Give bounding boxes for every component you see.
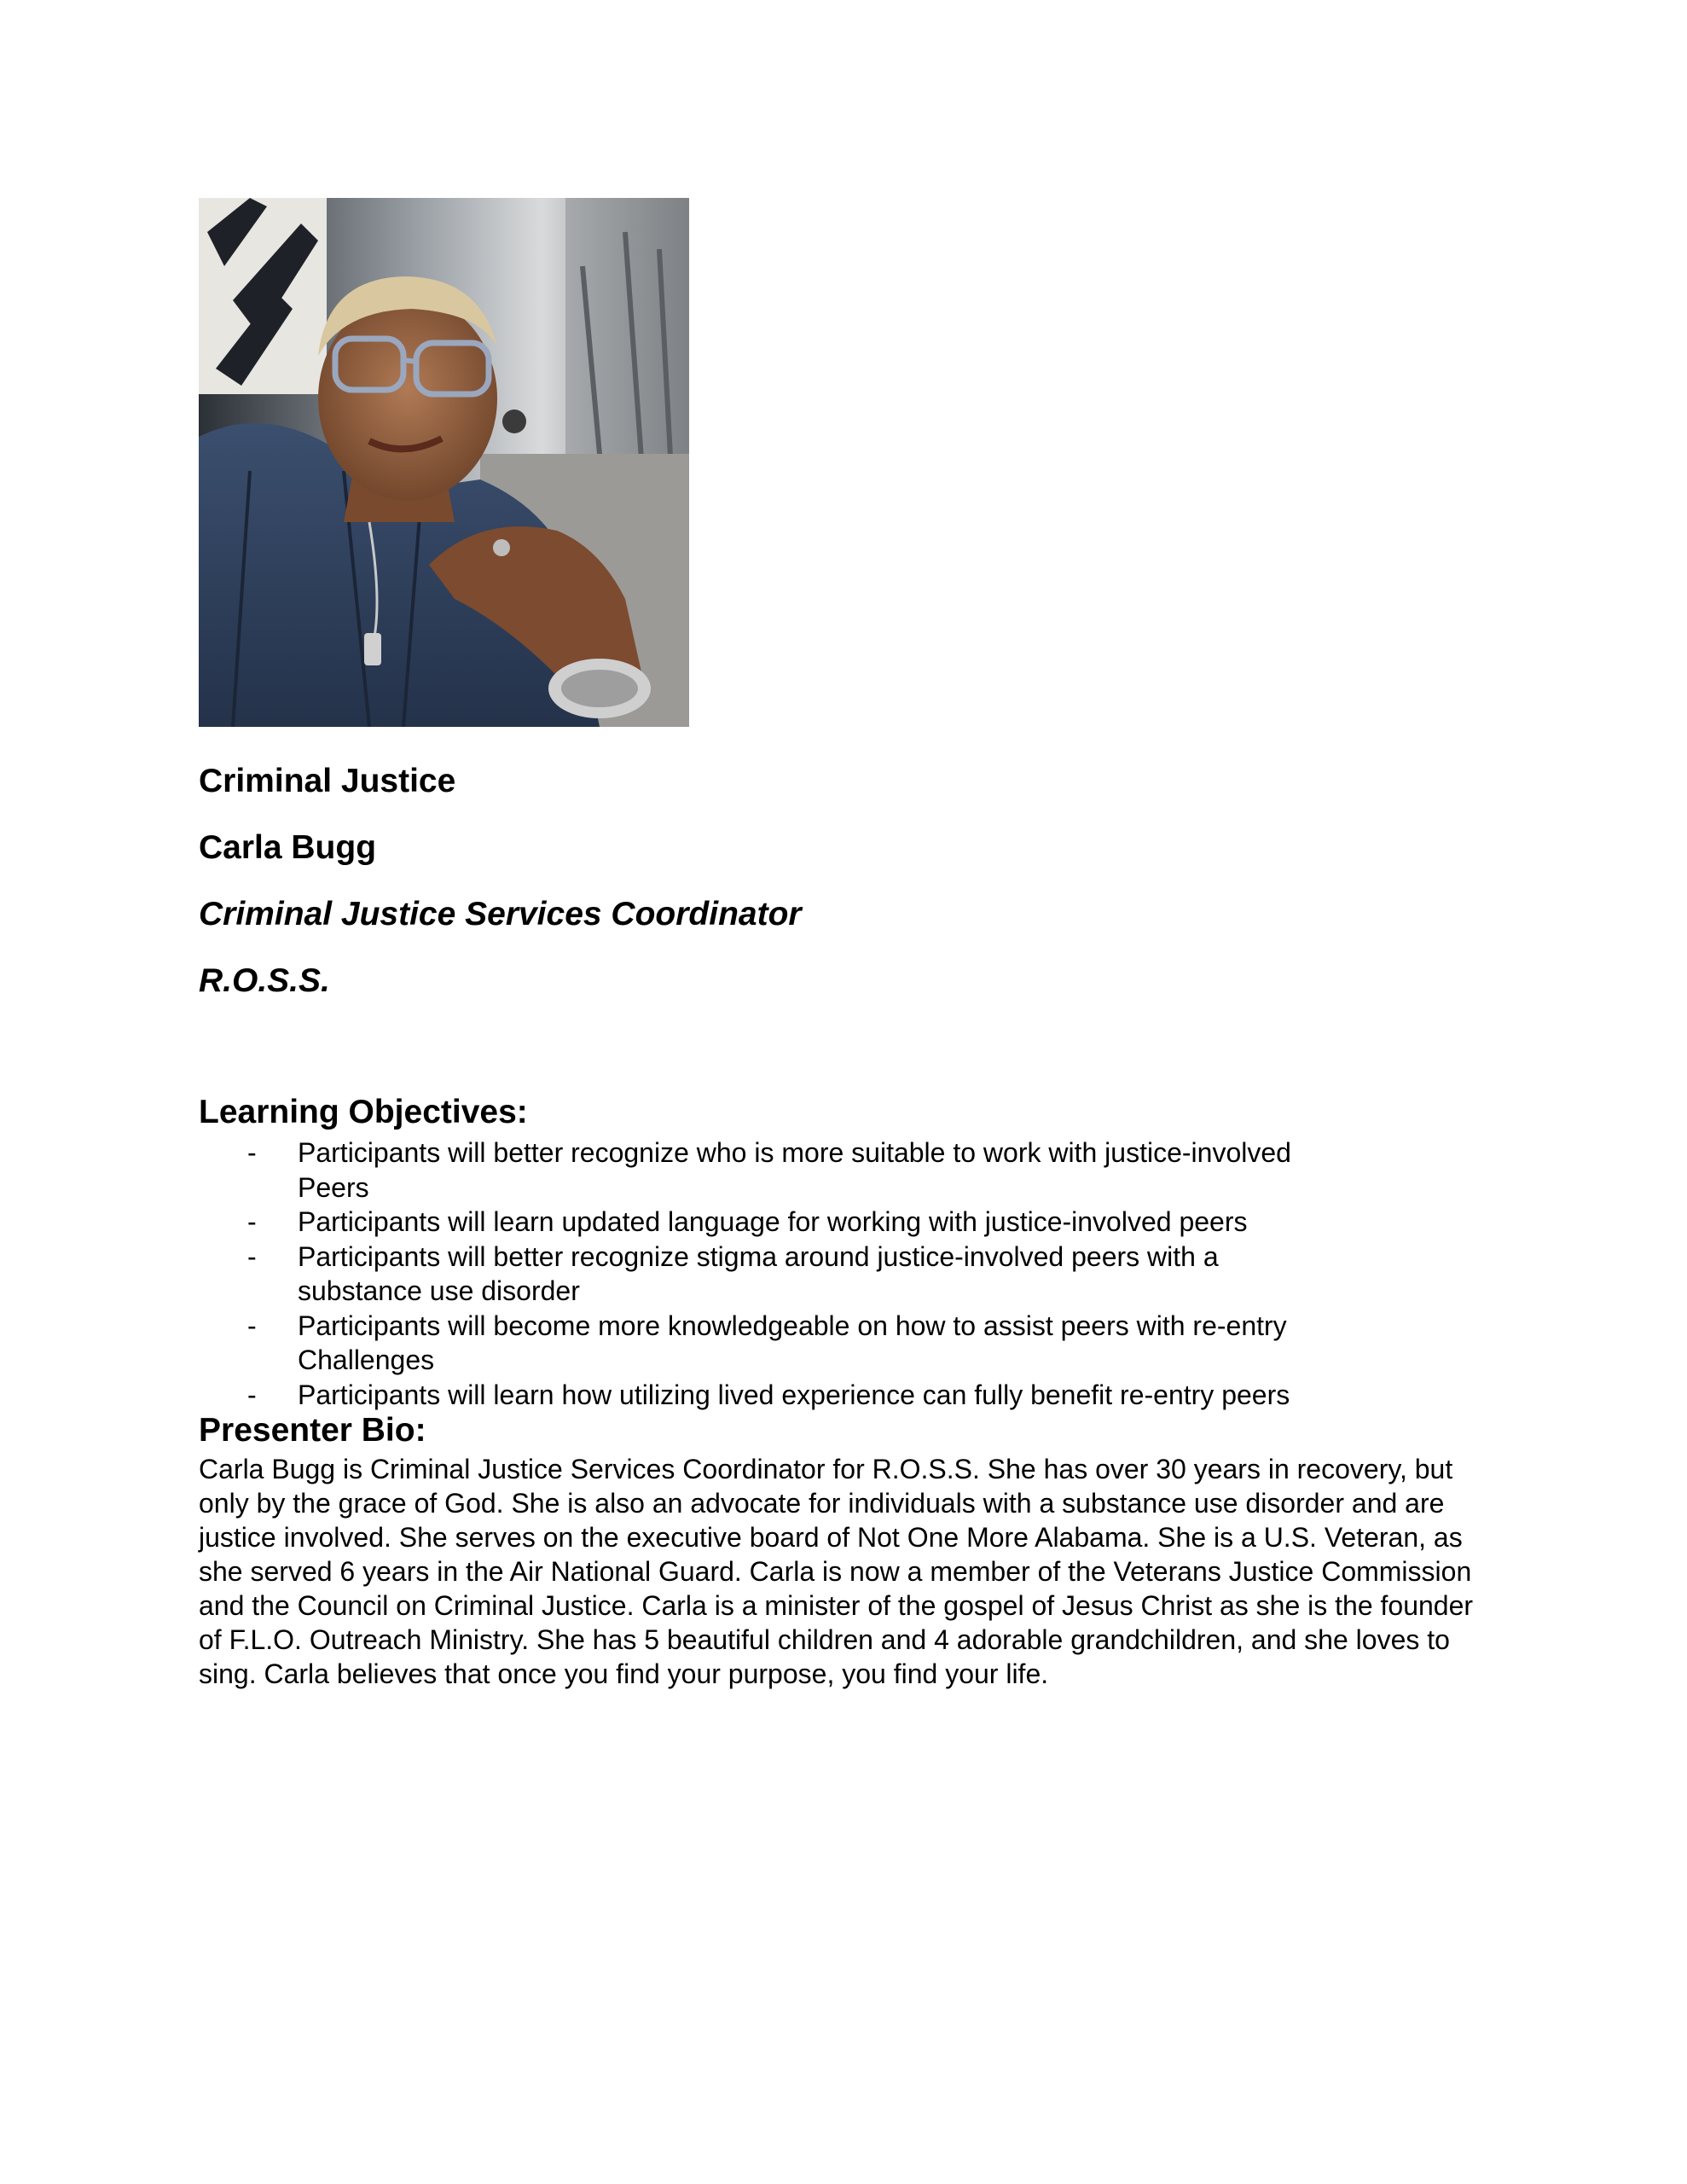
- presenter-bio-text: Carla Bugg is Criminal Justice Services Coordinator for R.O.S.S. She has over 30 years in recovery, but only by the grace of God. She is also an advocate for individuals with a substance use disorder and are justice involved. She serves on the executive board of Not One More Alabama. She is a U.S. Veteran, as she served 6 years in the Air National Guard. Carla is now a member of the Veterans Justice Commission and the Council on Criminal Justice. Carla is a minister of the gospel of Jesus Christ as she is the founder of F.L.O. Outreach Ministry. She has 5 beautiful children and 4 adorable grandchildren, and she loves to sing. Carla believes that once you find your purpose, you find your life.: [199, 1454, 1474, 1689]
- presenter-photo: [199, 198, 689, 727]
- objective-item: [199, 1378, 1350, 1413]
- learning-objectives-list: [199, 1136, 1350, 1412]
- category-heading: Criminal Justice: [199, 763, 456, 799]
- bullet-dash: -: [247, 1310, 257, 1341]
- objective-text-continued: substance use disorder: [298, 1275, 580, 1306]
- bullet-dash: -: [247, 1137, 257, 1168]
- objective-text: Participants will better recognize who is more suitable to work with justice-involved: [298, 1137, 1291, 1168]
- objective-text-continued: Challenges: [298, 1345, 435, 1375]
- learning-objectives-heading: Learning Objectives:: [199, 1094, 528, 1130]
- objective-item: [199, 1136, 1350, 1205]
- objective-text-continued: Peers: [298, 1171, 369, 1203]
- bullet-dash: -: [247, 1240, 257, 1272]
- objective-text: Participants will become more knowledgeable on how to assist peers with re-entry: [298, 1310, 1287, 1341]
- objective-text: Participants will better recognize stigma around justice-involved peers with a: [298, 1240, 1219, 1272]
- objective-text: Participants will learn how utilizing lived experience can fully benefit re-entry peers: [298, 1379, 1290, 1410]
- portrait-image: [199, 198, 689, 727]
- objective-text: Participants will learn updated language for working with justice-involved peers: [298, 1206, 1248, 1237]
- objective-item: [199, 1240, 1350, 1309]
- presenter-organization: R.O.S.S.: [199, 962, 330, 999]
- bullet-dash: -: [247, 1379, 257, 1410]
- objective-item: [199, 1309, 1350, 1378]
- objective-item: [199, 1205, 1350, 1240]
- presenter-name: Carla Bugg: [199, 829, 377, 866]
- presenter-bio-heading: Presenter Bio:: [199, 1412, 426, 1449]
- presenter-title: Criminal Justice Services Coordinator: [199, 896, 802, 932]
- bullet-dash: -: [247, 1206, 257, 1237]
